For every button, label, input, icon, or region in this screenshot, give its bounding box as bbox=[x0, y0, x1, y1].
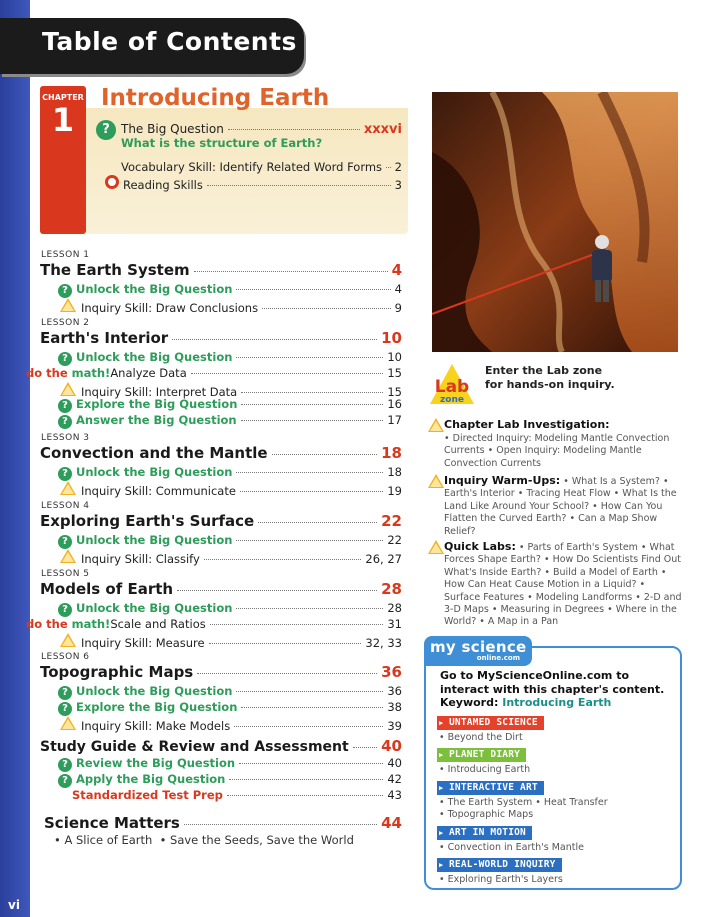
myscience-badge-main: my science bbox=[430, 638, 527, 656]
toc-item-page: 10 bbox=[387, 350, 402, 364]
toc-item-page: 39 bbox=[387, 718, 402, 733]
toc-item-row[interactable] bbox=[58, 413, 402, 429]
leader-dots bbox=[227, 795, 383, 796]
leader-dots bbox=[241, 404, 383, 405]
toc-item-page: 38 bbox=[387, 699, 402, 714]
canyon-rappel-photo bbox=[432, 92, 678, 352]
inquiry-triangle-icon bbox=[428, 418, 444, 432]
lab-line-2: for hands-on inquiry. bbox=[485, 378, 615, 391]
big-question-label: The Big Question bbox=[121, 122, 224, 136]
toc-item-row[interactable] bbox=[58, 756, 402, 772]
toc-item-label: Unlock the Big Question bbox=[76, 282, 233, 296]
lesson-page: 36 bbox=[381, 663, 402, 681]
question-icon: ? bbox=[58, 758, 72, 772]
toc-item-page: 15 bbox=[387, 365, 402, 380]
svg-text:zone: zone bbox=[440, 395, 464, 405]
leader-dots bbox=[172, 339, 377, 340]
leader-dots bbox=[236, 540, 383, 541]
leader-dots bbox=[236, 608, 383, 609]
leader-dots bbox=[204, 559, 362, 560]
lesson-page: 4 bbox=[391, 261, 402, 279]
toc-item-label: Standardized Test Prep bbox=[72, 787, 223, 802]
science-matters-title: Science Matters bbox=[44, 814, 180, 832]
inquiry-triangle-icon bbox=[60, 716, 76, 730]
vocab-row[interactable] bbox=[121, 160, 402, 174]
reading-page: 3 bbox=[394, 178, 402, 192]
toc-item-label: Inquiry Skill: Make Models bbox=[81, 718, 231, 733]
chapter-title: Introducing Earth bbox=[101, 85, 330, 111]
leader-dots bbox=[241, 420, 384, 421]
lesson-heading[interactable] bbox=[40, 512, 402, 530]
inquiry-triangle-icon bbox=[60, 298, 76, 312]
leader-dots bbox=[236, 357, 383, 358]
lesson-heading[interactable] bbox=[40, 663, 402, 681]
lesson-page: 10 bbox=[381, 329, 402, 347]
leader-dots bbox=[229, 779, 383, 780]
leader-dots bbox=[194, 271, 388, 272]
toc-item-row[interactable] bbox=[58, 350, 402, 366]
toc-item-page: 26, 27 bbox=[365, 551, 402, 566]
lesson-title: Convection and the Mantle bbox=[40, 444, 268, 462]
leader-dots bbox=[353, 747, 377, 748]
question-icon: ? bbox=[58, 415, 72, 429]
chapter-number: 1 bbox=[51, 101, 75, 139]
toc-item-page: 16 bbox=[387, 397, 402, 412]
myscience-keyword-line bbox=[440, 696, 676, 710]
lesson-heading[interactable] bbox=[40, 261, 402, 279]
inquiry-triangle-icon bbox=[60, 382, 76, 396]
toc-item-label: Inquiry Skill: Communicate bbox=[81, 483, 236, 498]
leader-dots bbox=[386, 167, 391, 168]
toc-item-page: 31 bbox=[387, 616, 402, 631]
lesson-label: LESSON 1 bbox=[41, 250, 90, 260]
toc-item-row[interactable] bbox=[58, 601, 402, 617]
leader-dots bbox=[272, 454, 378, 455]
lab-zone-icon bbox=[428, 362, 476, 406]
big-question-page: xxxvi bbox=[363, 122, 402, 137]
lesson-page: 22 bbox=[381, 512, 402, 530]
do-the-math-label bbox=[26, 617, 110, 631]
big-question-icon: ? bbox=[96, 120, 116, 140]
toc-item-label: Unlock the Big Question bbox=[76, 350, 233, 364]
toc-item-label: Unlock the Big Question bbox=[76, 601, 233, 615]
leader-dots bbox=[241, 707, 383, 708]
quicklabs-block bbox=[444, 541, 684, 629]
lesson-title: Models of Earth bbox=[40, 580, 174, 598]
chapter-tab bbox=[40, 86, 86, 234]
lab-zone-text bbox=[485, 364, 685, 392]
toc-item-row[interactable] bbox=[26, 366, 402, 380]
toc-item-label: Explore the Big Question bbox=[76, 699, 238, 714]
math-word: math! bbox=[71, 365, 111, 380]
toc-item-row[interactable] bbox=[58, 298, 402, 315]
myscience-section-button[interactable]: ▶ ART IN MOTION bbox=[437, 826, 532, 840]
inquiry-triangle-icon bbox=[60, 481, 76, 495]
question-icon: ? bbox=[58, 702, 72, 716]
myscience-intro bbox=[440, 669, 676, 710]
lesson-title: Topographic Maps bbox=[40, 663, 194, 681]
myscience-intro-line-1: Go to MyScienceOnline.com to bbox=[440, 669, 630, 682]
leader-dots bbox=[184, 824, 377, 825]
inquiry-triangle-icon bbox=[428, 474, 444, 488]
math-prefix: do the bbox=[26, 616, 72, 631]
toc-item-row[interactable] bbox=[26, 617, 402, 631]
lesson-heading[interactable] bbox=[40, 329, 402, 347]
lesson-page: 18 bbox=[381, 444, 402, 462]
toc-item-row[interactable] bbox=[58, 633, 402, 650]
question-icon: ? bbox=[58, 467, 72, 481]
myscience-section-text: • The Earth System • Heat Transfer • Topographic Maps bbox=[439, 797, 608, 820]
lesson-heading[interactable] bbox=[40, 580, 402, 598]
leader-dots bbox=[228, 129, 360, 130]
target-icon bbox=[105, 175, 119, 189]
title-bar bbox=[0, 18, 304, 74]
toc-item-page: 22 bbox=[387, 533, 402, 547]
question-icon: ? bbox=[58, 352, 72, 366]
toc-item-row[interactable] bbox=[58, 382, 402, 399]
warmups-body: • What Is a System? • Earth's Interior • Tracing Heat Flow • What Is the Land Like Around Your School? • How Can You Flatten the Curved Earth? • Can a Map Show Relief? bbox=[444, 476, 677, 537]
toc-item-row[interactable] bbox=[58, 397, 402, 413]
toc-item-row[interactable] bbox=[72, 788, 402, 802]
lesson-label: LESSON 4 bbox=[41, 501, 90, 511]
warmups-block bbox=[444, 475, 684, 538]
lesson-page: 28 bbox=[381, 580, 402, 598]
toc-item-page: 43 bbox=[387, 787, 402, 802]
toc-item-page: 17 bbox=[387, 413, 402, 428]
leader-dots bbox=[236, 289, 390, 290]
toc-item-label: Explore the Big Question bbox=[76, 397, 238, 412]
reading-row[interactable] bbox=[105, 175, 402, 192]
toc-item-page: 36 bbox=[387, 684, 402, 698]
vocab-label: Vocabulary Skill: Identify Related Word Forms bbox=[121, 160, 383, 174]
myscience-section-text: • Convection in Earth's Mantle bbox=[439, 842, 584, 853]
chapter-lab-title: Chapter Lab Investigation: bbox=[444, 418, 610, 431]
leader-dots bbox=[210, 624, 384, 625]
keyword-value: Introducing Earth bbox=[502, 696, 612, 709]
toc-item-row[interactable] bbox=[58, 772, 402, 788]
toc-item-page: 42 bbox=[387, 771, 402, 786]
lesson-label: LESSON 6 bbox=[41, 652, 90, 662]
toc-item-row[interactable] bbox=[58, 282, 402, 298]
left-blue-band bbox=[0, 0, 30, 917]
chapter-lab-body: • Directed Inquiry: Modeling Mantle Convection Currents • Open Inquiry: Modeling Mantle Convection Currents bbox=[444, 433, 670, 469]
toc-item-label: Apply the Big Question bbox=[76, 771, 226, 786]
myscience-intro-line-2: interact with this chapter's content. bbox=[440, 682, 665, 696]
toc-item-row[interactable] bbox=[58, 465, 402, 481]
study-guide-page: 40 bbox=[381, 737, 402, 755]
svg-text:Lab: Lab bbox=[434, 377, 470, 397]
leader-dots bbox=[239, 763, 383, 764]
toc-item-page: 15 bbox=[387, 384, 402, 399]
myscience-section-button[interactable]: ▶ REAL-WORLD INQUIRY bbox=[437, 858, 562, 872]
question-icon: ? bbox=[58, 284, 72, 298]
lesson-label: LESSON 2 bbox=[41, 318, 90, 328]
myscience-badge[interactable] bbox=[424, 636, 532, 666]
science-matters-page: 44 bbox=[381, 814, 402, 832]
myscience-badge-sub: online.com bbox=[476, 654, 520, 662]
toc-item-label: Scale and Ratios bbox=[110, 616, 206, 631]
myscience-section-button[interactable]: ▶ INTERACTIVE ART bbox=[437, 781, 544, 795]
page-title: Table of Contents bbox=[42, 27, 297, 56]
toc-item-page: 40 bbox=[387, 756, 402, 770]
myscience-section-text: • Introducing Earth bbox=[439, 764, 531, 775]
myscience-section-text: • Beyond the Dirt bbox=[439, 732, 523, 743]
quicklabs-body: • Parts of Earth's System • What Forces Shape Earth? • How Do Scientists Find Out What's Inside Earth? • Build a Model of Earth • How Can Heat Cause Motion in a Liquid? • Surface Features • Modeling Landforms • 2-D and 3-D Maps • Measuring in Degrees • Where in the World? • A Map in a Pan bbox=[444, 542, 682, 628]
leader-dots bbox=[258, 522, 377, 523]
toc-item-row[interactable] bbox=[58, 700, 402, 716]
vocab-page: 2 bbox=[394, 160, 402, 174]
math-prefix: do the bbox=[26, 365, 72, 380]
toc-item-page: 32, 33 bbox=[365, 635, 402, 650]
warmups-title: Inquiry Warm-Ups: bbox=[444, 474, 561, 487]
question-icon: ? bbox=[58, 774, 72, 788]
myscience-section-text: • Exploring Earth's Layers bbox=[439, 874, 563, 885]
question-icon: ? bbox=[58, 686, 72, 700]
toc-item-label: Unlock the Big Question bbox=[76, 465, 233, 479]
quicklabs-title: Quick Labs: bbox=[444, 540, 516, 553]
science-matters-heading[interactable] bbox=[44, 814, 402, 832]
toc-item-label: Inquiry Skill: Classify bbox=[81, 551, 200, 566]
toc-item-page: 9 bbox=[394, 300, 402, 315]
toc-item-label: Inquiry Skill: Draw Conclusions bbox=[81, 300, 259, 315]
inquiry-triangle-icon bbox=[60, 633, 76, 647]
inquiry-triangle-icon bbox=[60, 549, 76, 563]
inquiry-triangle-icon bbox=[428, 540, 444, 554]
lesson-title: Earth's Interior bbox=[40, 329, 169, 347]
science-matters-items: • A Slice of Earth • Save the Seeds, Save the World bbox=[54, 833, 354, 847]
toc-item-row[interactable] bbox=[58, 684, 402, 700]
leader-dots bbox=[236, 472, 383, 473]
toc-item-label: Unlock the Big Question bbox=[76, 684, 233, 698]
question-icon: ? bbox=[58, 603, 72, 617]
leader-dots bbox=[191, 373, 384, 374]
lab-line-1: Enter the Lab zone bbox=[485, 364, 603, 377]
toc-item-page: 18 bbox=[387, 465, 402, 479]
toc-item-label: Answer the Big Question bbox=[76, 413, 237, 428]
lesson-label: LESSON 5 bbox=[41, 569, 90, 579]
page-number: vi bbox=[8, 898, 20, 912]
leader-dots bbox=[240, 491, 383, 492]
leader-dots bbox=[234, 726, 383, 727]
lesson-title: The Earth System bbox=[40, 261, 190, 279]
toc-item-label: Analyze Data bbox=[110, 365, 187, 380]
reading-label: Reading Skills bbox=[123, 178, 203, 192]
leader-dots bbox=[177, 590, 377, 591]
study-guide-title: Study Guide & Review and Assessment bbox=[40, 739, 349, 755]
chapter-label: CHAPTER bbox=[42, 93, 84, 102]
toc-item-page: 4 bbox=[394, 282, 402, 296]
question-icon: ? bbox=[58, 535, 72, 549]
lesson-heading[interactable] bbox=[40, 444, 402, 462]
myscience-section-button[interactable]: ▶ PLANET DIARY bbox=[437, 748, 526, 762]
leader-dots bbox=[207, 185, 391, 186]
toc-item-page: 28 bbox=[387, 601, 402, 615]
toc-item-row[interactable] bbox=[58, 716, 402, 733]
toc-item-page: 19 bbox=[387, 483, 402, 498]
toc-item-label: Unlock the Big Question bbox=[76, 533, 233, 547]
leader-dots bbox=[197, 673, 377, 674]
toc-item-label: Review the Big Question bbox=[76, 756, 236, 770]
leader-dots bbox=[262, 308, 391, 309]
toc-item-row[interactable] bbox=[58, 549, 402, 566]
toc-item-row[interactable] bbox=[58, 533, 402, 549]
math-word: math! bbox=[71, 616, 111, 631]
do-the-math-label bbox=[26, 366, 110, 380]
keyword-label: Keyword: bbox=[440, 696, 499, 709]
lesson-label: LESSON 3 bbox=[41, 433, 90, 443]
toc-item-label: Inquiry Skill: Measure bbox=[81, 635, 205, 650]
leader-dots bbox=[236, 691, 383, 692]
study-guide-heading[interactable] bbox=[40, 737, 402, 755]
lesson-title: Exploring Earth's Surface bbox=[40, 512, 255, 530]
myscience-section-button[interactable]: ▶ UNTAMED SCIENCE bbox=[437, 716, 544, 730]
leader-dots bbox=[209, 643, 362, 644]
question-icon: ? bbox=[58, 399, 72, 413]
leader-dots bbox=[241, 392, 383, 393]
toc-item-row[interactable] bbox=[58, 481, 402, 498]
big-question-text: What is the structure of Earth? bbox=[121, 136, 323, 150]
toc-item-label: Inquiry Skill: Interpret Data bbox=[81, 384, 238, 399]
